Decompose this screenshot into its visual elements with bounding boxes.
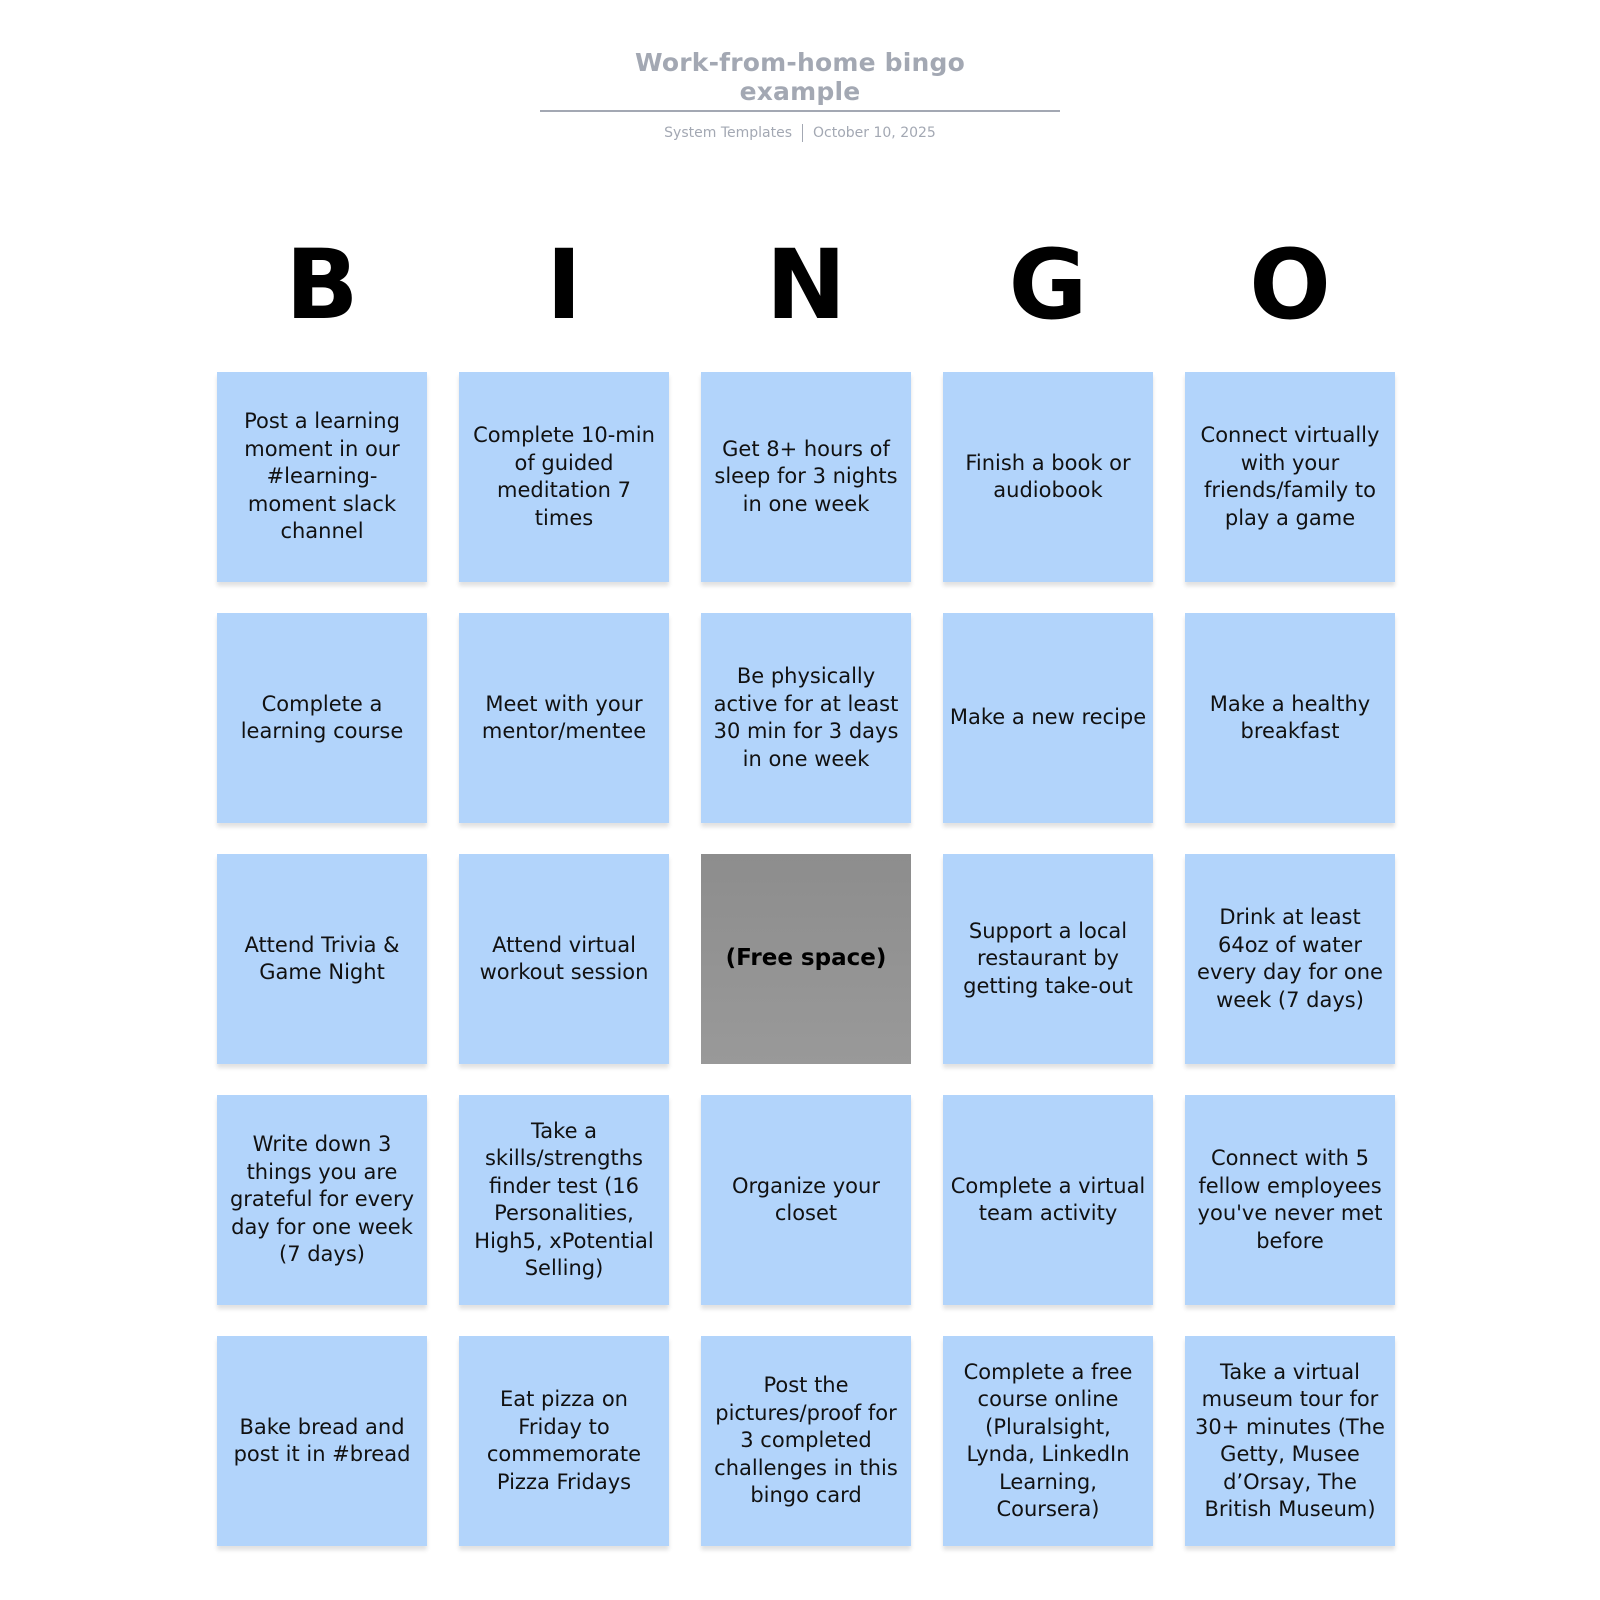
bingo-cell[interactable]: Complete 10-min of guided meditation 7 times xyxy=(459,372,669,582)
bingo-cell[interactable]: Post the pictures/proof for 3 completed challenges in this bingo card xyxy=(701,1336,911,1546)
document-title[interactable]: Work-from-home bingo example xyxy=(540,48,1060,112)
bingo-letter-b: B xyxy=(285,229,359,341)
bingo-cell[interactable]: Be physically active for at least 30 min for 3 days in one week xyxy=(701,613,911,823)
free-space-cell[interactable]: (Free space) xyxy=(701,854,911,1064)
bingo-cell[interactable]: Make a healthy breakfast xyxy=(1185,613,1395,823)
bingo-letter-i: I xyxy=(546,229,582,341)
bingo-letter-g: G xyxy=(1008,229,1088,341)
date-label: October 10, 2025 xyxy=(813,125,936,141)
bingo-letter-o: O xyxy=(1249,229,1331,341)
bingo-cell[interactable]: Get 8+ hours of sleep for 3 nights in one week xyxy=(701,372,911,582)
bingo-cell[interactable]: Finish a book or audiobook xyxy=(943,372,1153,582)
bingo-cell[interactable]: Post a learning moment in our #learning-moment slack channel xyxy=(217,372,427,582)
bingo-cell[interactable]: Make a new recipe xyxy=(943,613,1153,823)
bingo-cell[interactable]: Complete a free course online (Pluralsight, Lynda, LinkedIn Learning, Coursera) xyxy=(943,1336,1153,1546)
bingo-cell[interactable]: Support a local restaurant by getting take-out xyxy=(943,854,1153,1064)
bingo-letters xyxy=(0,230,1600,340)
bingo-cell[interactable]: Connect virtually with your friends/family to play a game xyxy=(1185,372,1395,582)
bingo-cell[interactable]: Attend Trivia & Game Night xyxy=(217,854,427,1064)
bingo-cell[interactable]: Write down 3 things you are grateful for every day for one week (7 days) xyxy=(217,1095,427,1305)
bingo-letter-n: N xyxy=(765,229,847,341)
bingo-cell[interactable]: Bake bread and post it in #bread xyxy=(217,1336,427,1546)
bingo-grid xyxy=(217,372,1393,1546)
bingo-cell[interactable]: Eat pizza on Friday to commemorate Pizza Fridays xyxy=(459,1336,669,1546)
bingo-cell[interactable]: Complete a learning course xyxy=(217,613,427,823)
bingo-cell[interactable]: Meet with your mentor/mentee xyxy=(459,613,669,823)
bingo-cell[interactable]: Attend virtual workout session xyxy=(459,854,669,1064)
author-label: System Templates xyxy=(664,125,792,141)
bingo-cell[interactable]: Complete a virtual team activity xyxy=(943,1095,1153,1305)
bingo-cell[interactable]: Organize your closet xyxy=(701,1095,911,1305)
meta-divider xyxy=(802,124,803,142)
bingo-cell[interactable]: Take a skills/strengths finder test (16 Personalities, High5, xPotential Selling) xyxy=(459,1095,669,1305)
bingo-cell[interactable]: Connect with 5 fellow employees you've never met before xyxy=(1185,1095,1395,1305)
bingo-cell[interactable]: Take a virtual museum tour for 30+ minutes (The Getty, Musee d’Orsay, The British Museum) xyxy=(1185,1336,1395,1546)
document-meta xyxy=(0,124,1600,142)
bingo-cell[interactable]: Drink at least 64oz of water every day for one week (7 days) xyxy=(1185,854,1395,1064)
document-header xyxy=(0,48,1600,142)
